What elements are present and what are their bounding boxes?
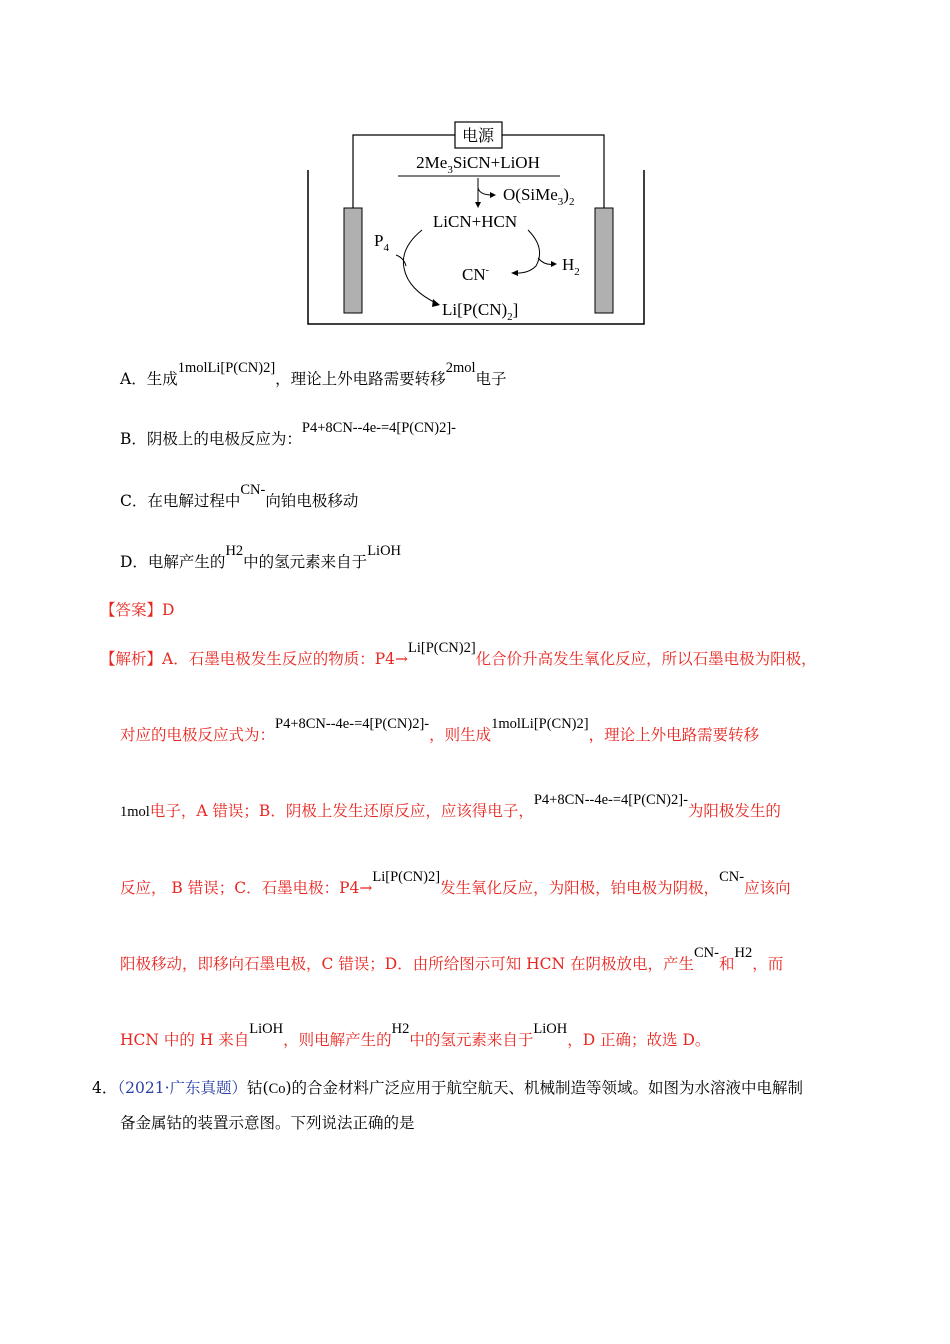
answer-value: D <box>162 601 175 619</box>
formula: CN- <box>240 482 266 498</box>
formula: H2 <box>225 543 244 559</box>
byproduct-label: $O(SiMe_3)_2$ <box>503 185 575 208</box>
formula: 1molLi[P(CN)2] <box>491 716 589 732</box>
h2-label: $H_2$ <box>562 255 580 278</box>
question-number: 4． <box>92 1079 118 1097</box>
graphite-electrode <box>344 208 362 313</box>
analysis-line-6: HCN 中的 H 来自LiOH，则电解产生的H2中的氢元素来自于LiOH，D 正确；故选 D。 <box>120 1021 711 1049</box>
question-source: （2021·广东真题） <box>117 1079 247 1097</box>
cn-label: CN- <box>462 265 489 284</box>
formula: P4+8CN--4e-=4[P(CN)2]- <box>275 716 430 732</box>
answer-label: 【答案】 <box>100 601 163 619</box>
product-label: $Li[P(CN)_2]$ <box>442 300 519 323</box>
answer-line <box>100 597 880 623</box>
question-4: 4．（2021·广东真题）钴(Co)的合金材料广泛应用于航空航天、机械制造等领域。如图为水溶液中电解制 <box>92 1079 804 1097</box>
formula: Co <box>268 1081 286 1097</box>
formula: LiOH <box>533 1021 568 1037</box>
formula: 1molLi[P(CN)2] <box>177 360 276 376</box>
formula: H2 <box>734 945 753 961</box>
formula: P4+8CN--4e-=4[P(CN)2]- <box>301 420 456 436</box>
intermediate-label: LiCN+HCN <box>432 212 518 231</box>
formula: 1mol <box>120 804 150 820</box>
analysis-line-4: 反应， B 错误；C．石墨电极：P4→Li[P(CN)2]发生氧化反应，为阳极，铂电极为阴极，CN-应该向 <box>120 869 791 897</box>
formula: H2 <box>391 1021 410 1037</box>
formula: CN- <box>719 869 745 885</box>
analysis-label: 【解析】 <box>100 650 163 668</box>
formula: P4+8CN--4e-=4[P(CN)2]- <box>533 792 688 808</box>
formula: 2mol <box>445 360 476 376</box>
formula: Li[P(CN)2] <box>408 640 476 656</box>
electrolysis-diagram <box>300 118 650 330</box>
p4-label: $P_4$ <box>374 231 389 254</box>
formula: LiOH <box>367 543 402 559</box>
question-4-line-2: 备金属钴的装置示意图。下列说法正确的是 <box>120 1114 415 1132</box>
analysis-line-3: 1mol电子，A 错误；B．阴极上发生还原反应，应该得电子，P4+8CN--4e-=4[P(CN)2]-为阳极发生的 <box>120 792 781 820</box>
formula: LiOH <box>249 1021 284 1037</box>
power-label: 电源 <box>461 126 495 145</box>
option-a: A．生成1molLi[P(CN)2]，理论上外电路需要转移2mol电子 <box>120 360 507 388</box>
option-b: B．阴极上的电极反应为：P4+8CN--4e-=4[P(CN)2]- <box>120 420 456 448</box>
option-d: D．电解产生的H2中的氢元素来自于LiOH <box>120 543 402 571</box>
platinum-electrode <box>595 208 613 313</box>
analysis-line-5: 阳极移动，即移向石墨电极，C 错误；D．由所给图示可知 HCN 在阴极放电，产生CN-和H2，而 <box>120 945 784 973</box>
analysis-line-1: 【解析】A．石墨电极发生反应的物质：P4→Li[P(CN)2]化合价升高发生氧化反应，所以石墨电极为阳极， <box>100 640 817 668</box>
option-c: C．在电解过程中CN-向铂电极移动 <box>120 482 359 510</box>
analysis-line-2: 对应的电极反应式为：P4+8CN--4e-=4[P(CN)2]-，则生成1molLi[P(CN)2]，理论上外电路需要转移 <box>120 716 760 744</box>
formula: Li[P(CN)2] <box>372 869 441 885</box>
formula: CN- <box>694 945 719 961</box>
reactant-label: $2Me_3SiCN+LiOH$ <box>416 153 540 176</box>
